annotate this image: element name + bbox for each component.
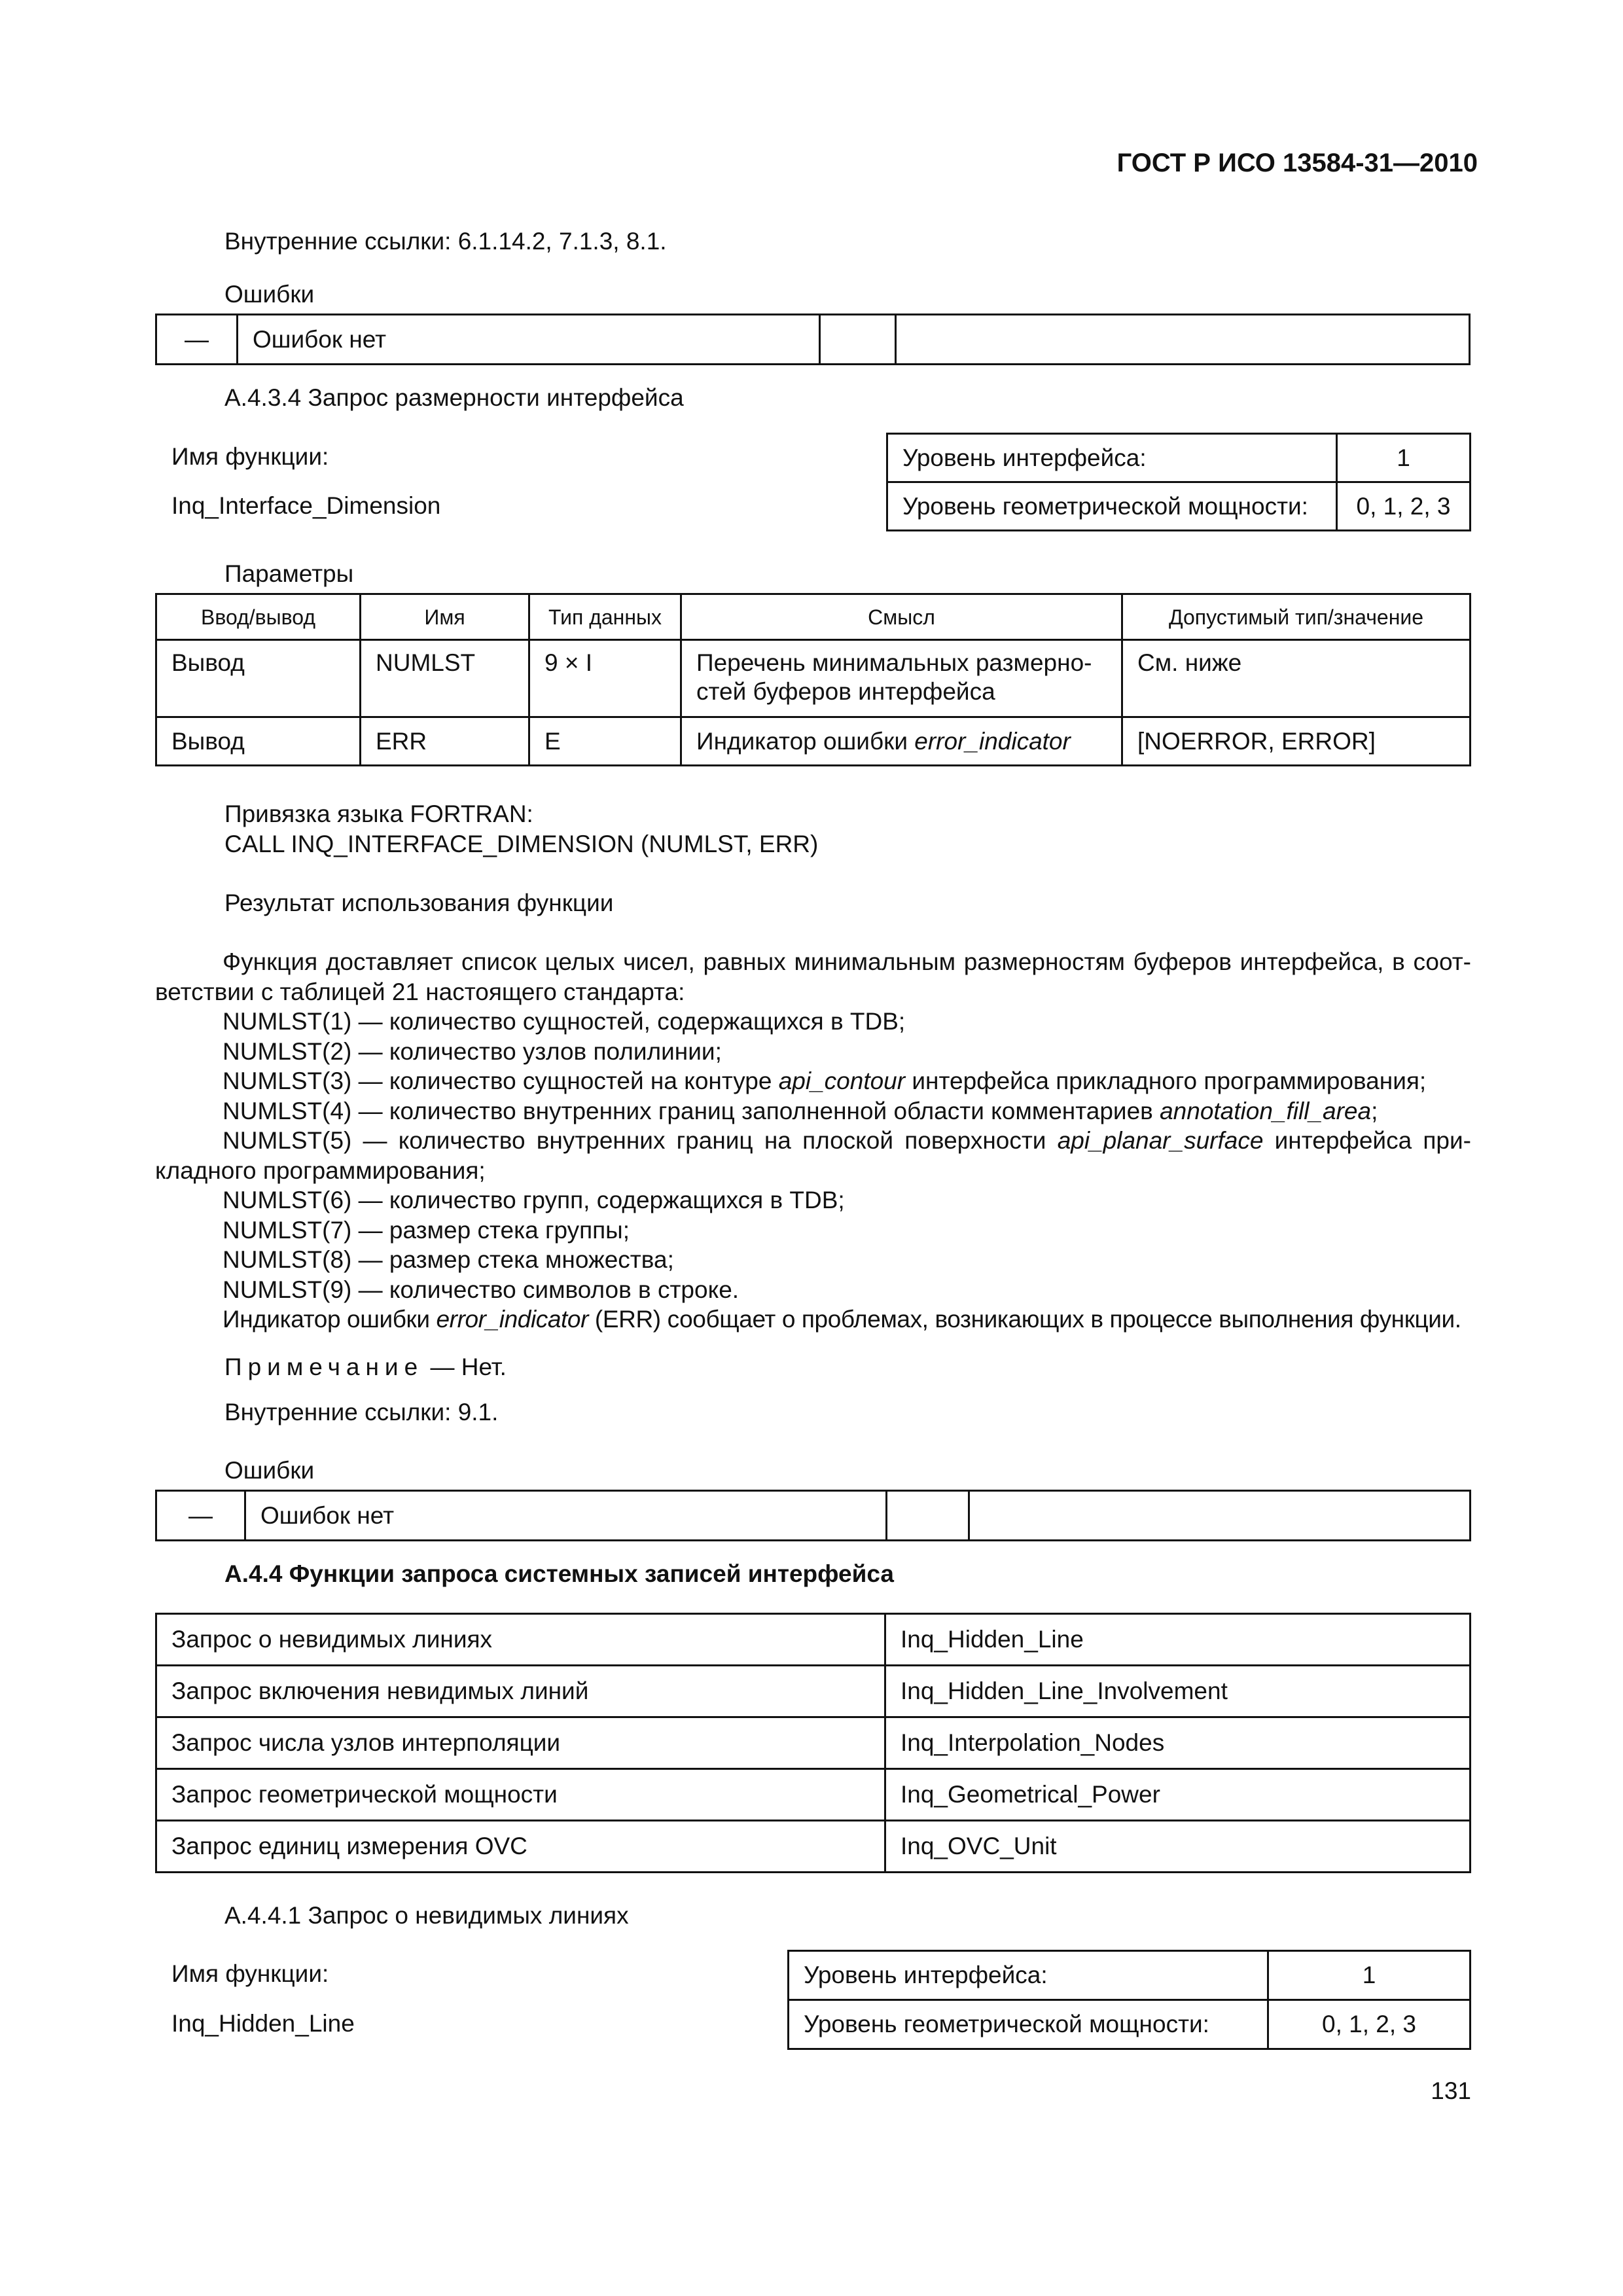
numlst-item: NUMLST(6) — количество групп, содержащихся в TDB; <box>223 1187 845 1213</box>
numlst-item: NUMLST(2) — количество узлов полилинии; <box>223 1037 722 1065</box>
section-title: А.4.3.4 Запрос размерности интерфейса <box>224 384 684 411</box>
note <box>224 1352 507 1382</box>
errors-heading: Ошибки <box>224 1457 315 1484</box>
parameters-table <box>155 593 1471 766</box>
function-name: Inq_Hidden_Line <box>171 2010 355 2037</box>
param-type: E <box>529 717 681 766</box>
table-row <box>156 1717 1471 1769</box>
text: интерфейса прикладного программирования; <box>905 1067 1427 1094</box>
text: ; <box>1371 1097 1378 1124</box>
param-name: NUMLST <box>361 640 529 717</box>
error-cell <box>896 315 1470 365</box>
function-description: Запрос включения невидимых линий <box>156 1666 885 1717</box>
param-meaning <box>681 717 1122 766</box>
function-name-label: Имя функции: <box>171 443 329 470</box>
error-description: Ошибок нет <box>245 1491 887 1541</box>
numlst-item <box>155 1096 1471 1126</box>
text: NUMLST(3) — количество сущностей на контуре <box>223 1067 779 1094</box>
error-indicator-note <box>155 1304 1471 1335</box>
column-header: Тип данных <box>529 594 681 640</box>
text: NUMLST(5) — количество внутренних границ на плоской поверхности <box>223 1127 1058 1154</box>
geometric-power-value: 0, 1, 2, 3 <box>1268 2000 1471 2049</box>
result-intro-line: Функция доставляет список целых чисел, равных минимальным размерностям буферов интерфейса, в соот- <box>223 948 1471 975</box>
fortran-call: CALL INQ_INTERFACE_DIMENSION (NUMLST, ERR) <box>224 831 819 857</box>
interface-level-label: Уровень интерфейса: <box>789 1951 1268 2000</box>
interface-level-value: 1 <box>1337 434 1471 482</box>
level-table <box>886 433 1471 531</box>
table-row <box>156 1769 1471 1821</box>
param-name: ERR <box>361 717 529 766</box>
table-row <box>887 434 1471 482</box>
function-description: Запрос числа узлов интерполяции <box>156 1717 885 1769</box>
param-meaning-line: Перечень минимальных размерно- <box>696 649 1092 676</box>
function-identifier: Inq_Hidden_Line <box>885 1614 1471 1666</box>
param-type: 9 × I <box>529 640 681 717</box>
function-name-label: Имя функции: <box>171 1960 329 1987</box>
internal-references: Внутренние ссылки: 6.1.14.2, 7.1.3, 8.1. <box>224 228 667 255</box>
function-identifier: Inq_Geometrical_Power <box>885 1769 1471 1821</box>
param-direction: Вывод <box>156 640 361 717</box>
italic-term: api_contour <box>778 1067 906 1094</box>
param-meaning-text: Индикатор ошибки <box>696 727 915 755</box>
parameters-heading: Параметры <box>224 560 354 587</box>
param-allowed: [NOERROR, ERROR] <box>1122 717 1471 766</box>
note-text: — Нет. <box>423 1354 507 1380</box>
error-cell <box>887 1491 969 1541</box>
table-row <box>789 1951 1471 2000</box>
error-cell <box>820 315 896 365</box>
error-code: — <box>156 1491 245 1541</box>
param-allowed: См. ниже <box>1122 640 1471 717</box>
param-direction: Вывод <box>156 717 361 766</box>
function-identifier: Inq_Interpolation_Nodes <box>885 1717 1471 1769</box>
document-id: ГОСТ Р ИСО 13584-31—2010 <box>1116 149 1478 177</box>
geometric-power-label: Уровень геометрической мощности: <box>887 482 1337 531</box>
note-label: Примечание <box>224 1354 424 1380</box>
interface-level-value: 1 <box>1268 1951 1471 2000</box>
table-row <box>789 2000 1471 2049</box>
param-meaning-italic: error_indicator <box>914 727 1071 755</box>
column-header: Допустимый тип/значение <box>1122 594 1471 640</box>
error-cell <box>969 1491 1471 1541</box>
result-body <box>155 947 1471 1335</box>
function-description: Запрос о невидимых линиях <box>156 1614 885 1666</box>
text: (ERR) сообщает о проблемах, возникающих в процессе выполнения функции. <box>588 1306 1461 1333</box>
function-description: Запрос геометрической мощности <box>156 1769 885 1821</box>
result-heading: Результат использования функции <box>224 889 614 916</box>
table-header-row <box>156 594 1471 640</box>
table-row <box>156 1614 1471 1666</box>
system-functions-table <box>155 1613 1471 1873</box>
internal-references: Внутренние ссылки: 9.1. <box>224 1399 499 1426</box>
numlst-item: NUMLST(9) — количество символов в строке. <box>223 1276 740 1303</box>
table-row <box>156 1491 1471 1541</box>
error-code: — <box>156 315 238 365</box>
table-row <box>156 315 1470 365</box>
fortran-binding-label: Привязка языка FORTRAN: <box>224 800 533 827</box>
result-intro-line: ветствии с таблицей 21 настоящего стандарта: <box>155 978 685 1005</box>
level-table <box>787 1950 1471 2050</box>
italic-term: annotation_fill_area <box>1160 1097 1372 1124</box>
table-row <box>887 482 1471 531</box>
column-header: Смысл <box>681 594 1122 640</box>
text: Индикатор ошибки <box>223 1306 437 1333</box>
page-number: 131 <box>1431 2077 1471 2104</box>
error-description: Ошибок нет <box>238 315 820 365</box>
italic-term: api_planar_surface <box>1057 1127 1264 1154</box>
function-identifier: Inq_Hidden_Line_Involvement <box>885 1666 1471 1717</box>
text: NUMLST(4) — количество внутренних границ заполненной области комментариев <box>223 1097 1160 1124</box>
table-row <box>156 717 1471 766</box>
numlst-item <box>155 1066 1471 1096</box>
numlst-item-continued: кладного программирования; <box>155 1157 486 1184</box>
table-row <box>156 1666 1471 1717</box>
numlst-item: NUMLST(8) — размер стека множества; <box>223 1246 674 1273</box>
section-title: А.4.4 Функции запроса системных записей интерфейса <box>224 1560 894 1587</box>
table-row <box>156 1821 1471 1873</box>
errors-table <box>155 314 1471 365</box>
geometric-power-label: Уровень геометрической мощности: <box>789 2000 1268 2049</box>
italic-term: error_indicator <box>436 1306 589 1333</box>
numlst-item <box>155 1126 1471 1156</box>
function-identifier: Inq_OVC_Unit <box>885 1821 1471 1873</box>
function-description: Запрос единиц измерения OVC <box>156 1821 885 1873</box>
param-meaning <box>681 640 1122 717</box>
function-name: Inq_Interface_Dimension <box>171 492 441 519</box>
numlst-item: NUMLST(7) — размер стека группы; <box>223 1216 630 1244</box>
section-title: А.4.4.1 Запрос о невидимых линиях <box>224 1902 629 1929</box>
table-row <box>156 640 1471 717</box>
column-header: Ввод/вывод <box>156 594 361 640</box>
errors-table <box>155 1490 1471 1541</box>
geometric-power-value: 0, 1, 2, 3 <box>1337 482 1471 531</box>
interface-level-label: Уровень интерфейса: <box>887 434 1337 482</box>
errors-heading: Ошибки <box>224 281 315 308</box>
column-header: Имя <box>361 594 529 640</box>
text: интерфейса при- <box>1263 1127 1471 1154</box>
numlst-item: NUMLST(1) — количество сущностей, содержащихся в TDB; <box>223 1008 906 1035</box>
param-meaning-line: стей буферов интерфейса <box>696 678 995 705</box>
